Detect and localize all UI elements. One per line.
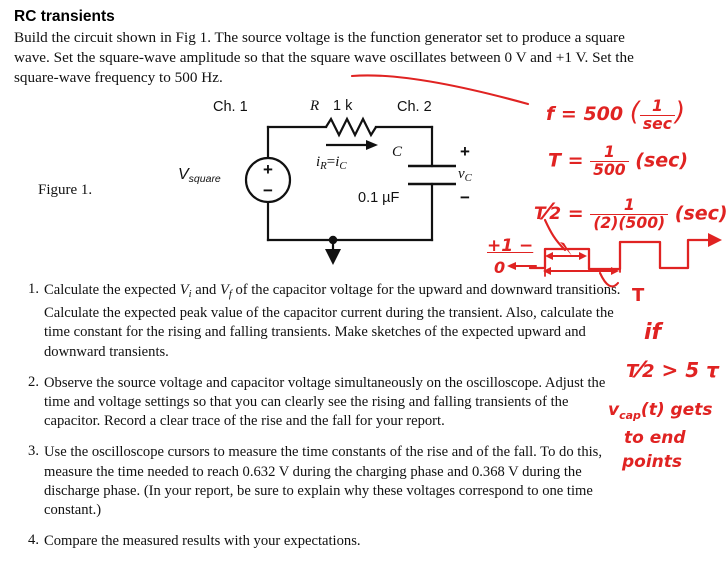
task-number: 4.: [28, 532, 39, 549]
cap-voltage-sub: C: [464, 172, 472, 185]
current-sub-r: R: [320, 160, 327, 173]
freq-lhs: f =: [546, 103, 577, 125]
halfperiod-num: 1: [623, 196, 635, 214]
period-den: 500: [590, 161, 629, 179]
halfperiod-lhs-den: 2: [549, 204, 562, 225]
annotation-half-period: [534, 198, 728, 232]
source-label: [178, 166, 221, 185]
figure-label: Figure 1.: [38, 182, 93, 198]
current-sub-c: C: [339, 160, 347, 173]
annotation-if: if: [644, 320, 662, 345]
current-symbol-c: i: [335, 154, 340, 170]
halfperiod-den: (2)(500): [590, 214, 668, 232]
annotation-period-label: T: [632, 285, 645, 306]
source-plus-sign: +: [263, 160, 273, 179]
task-list: [22, 281, 622, 563]
halfperiod-fraction: [590, 198, 668, 232]
condition-num: T: [626, 361, 639, 382]
intro-paragraph: Build the circuit shown in Fig 1. The source voltage is the function generator set to produce a square wave. Set the square-wave amplitude so that the square wave oscillates between 0 V and +1 V. Set the square-wave frequency to 500 Hz.: [14, 29, 634, 87]
capacitor-symbol-label: C: [392, 144, 403, 160]
cap-note-v: v: [608, 400, 620, 420]
circuit-diagram: [180, 100, 490, 265]
source-subscript: square: [188, 173, 221, 186]
task-text: Observe the source voltage and capacitor voltage simultaneously on the oscilloscope. Adjust the time and voltage settings so that you can clearly see the rising and falling transients of the capacitor. Record a clear trace of the rise and the fall for your report.: [44, 374, 606, 430]
current-equation-label: [316, 154, 347, 172]
halfperiod-unit: (sec): [674, 202, 728, 225]
source-minus-sign: −: [263, 181, 273, 200]
square-wave-arrowhead: [708, 233, 722, 247]
current-arrow: [326, 140, 378, 150]
square-wave-trace: [530, 240, 714, 269]
list-item: [22, 374, 622, 432]
task-number: 1.: [28, 281, 39, 297]
halfperiod-lhs: T⁄2: [534, 200, 562, 226]
capacitor-value-label: 0.1 µF: [358, 190, 400, 206]
list-item: [22, 532, 622, 551]
annotation-cap-note-line1: [608, 400, 712, 422]
channel-2-label: Ch. 2: [397, 99, 432, 115]
annotation-period: [548, 145, 688, 179]
condition-rest: > 5 τ: [661, 358, 719, 382]
period-num: 1: [603, 143, 615, 161]
freq-value: 500: [583, 103, 624, 125]
task1-part0: Calculate the expected: [44, 282, 180, 298]
resistor-value-label: 1 k: [333, 98, 353, 114]
task-text: Use the oscilloscope cursors to measure the time constants of the rise and of the fall. To do this, measure the time needed to reach 0.632 V during the charging phase and 0.368 V during the discharge phase. (In your report, be sure to explain why these voltages correspond to one time constant.): [44, 444, 603, 518]
arrow-halfperiod-curve: [545, 220, 565, 250]
condition-den: 2: [641, 361, 655, 382]
task1-vf-sub: f: [228, 288, 232, 300]
capacitor-symbol: [408, 166, 456, 184]
annotation-cap-note-line3: points: [622, 452, 683, 472]
cap-voltage-symbol: v: [458, 166, 465, 182]
current-symbol-r: i: [316, 154, 321, 170]
source-symbol: V: [178, 166, 189, 183]
circuit-svg: [180, 100, 490, 265]
annotation-condition: T⁄2 > 5 τ: [626, 358, 719, 383]
cap-voltage-label: [458, 166, 472, 184]
arrow-halfperiod-head: [560, 242, 572, 256]
annotation-wave-high: +1 −: [487, 236, 534, 256]
annotation-frequency: f = 500 ( $\frac{1}{\sec}$ ): [546, 96, 686, 133]
freq-unit-fraction: [640, 96, 675, 133]
annotation-cap-note-line2: to end: [624, 428, 686, 448]
cap-plus-sign: +: [460, 142, 470, 161]
period-fraction: [590, 145, 629, 179]
task-text: [44, 281, 622, 362]
annotation-wave-zero: 0: [494, 258, 506, 277]
cap-note-rest: (t) gets: [640, 400, 713, 420]
task1-vi-symbol: V: [179, 282, 189, 298]
task1-part6: of the capacitor voltage for the upward and downward transitions. Calculate the expected peak value of the capacitor current during the transient. Also, calculate the time constant for the rising and falling transients. Make sketches of the expected upward and downward transients.: [44, 282, 621, 360]
task1-vf-symbol: V: [219, 282, 229, 298]
list-item: [22, 443, 622, 520]
cap-note-sub: cap: [619, 408, 641, 422]
task1-part3: and: [191, 282, 220, 298]
list-item: [22, 281, 622, 362]
current-equals: =: [326, 154, 336, 170]
cap-minus-sign: −: [460, 188, 470, 207]
task-text: Compare the measured results with your expectations.: [44, 533, 361, 550]
task-number: 3.: [28, 443, 39, 460]
resistor-symbol-label: R: [310, 98, 320, 114]
halfperiod-lhs-num: T: [534, 204, 546, 225]
task-number: 2.: [28, 373, 39, 390]
freq-unit-den: sec: [640, 115, 675, 133]
freq-unit-num: 1: [652, 96, 663, 115]
page-title: RC transients: [14, 8, 115, 25]
task1-vi-sub: i: [188, 288, 192, 300]
period-unit: (sec): [635, 149, 689, 172]
period-lhs: T =: [548, 149, 584, 172]
halfperiod-equals: =: [567, 202, 584, 225]
ground-arrow: [325, 240, 341, 265]
channel-1-label: Ch. 1: [213, 99, 248, 115]
